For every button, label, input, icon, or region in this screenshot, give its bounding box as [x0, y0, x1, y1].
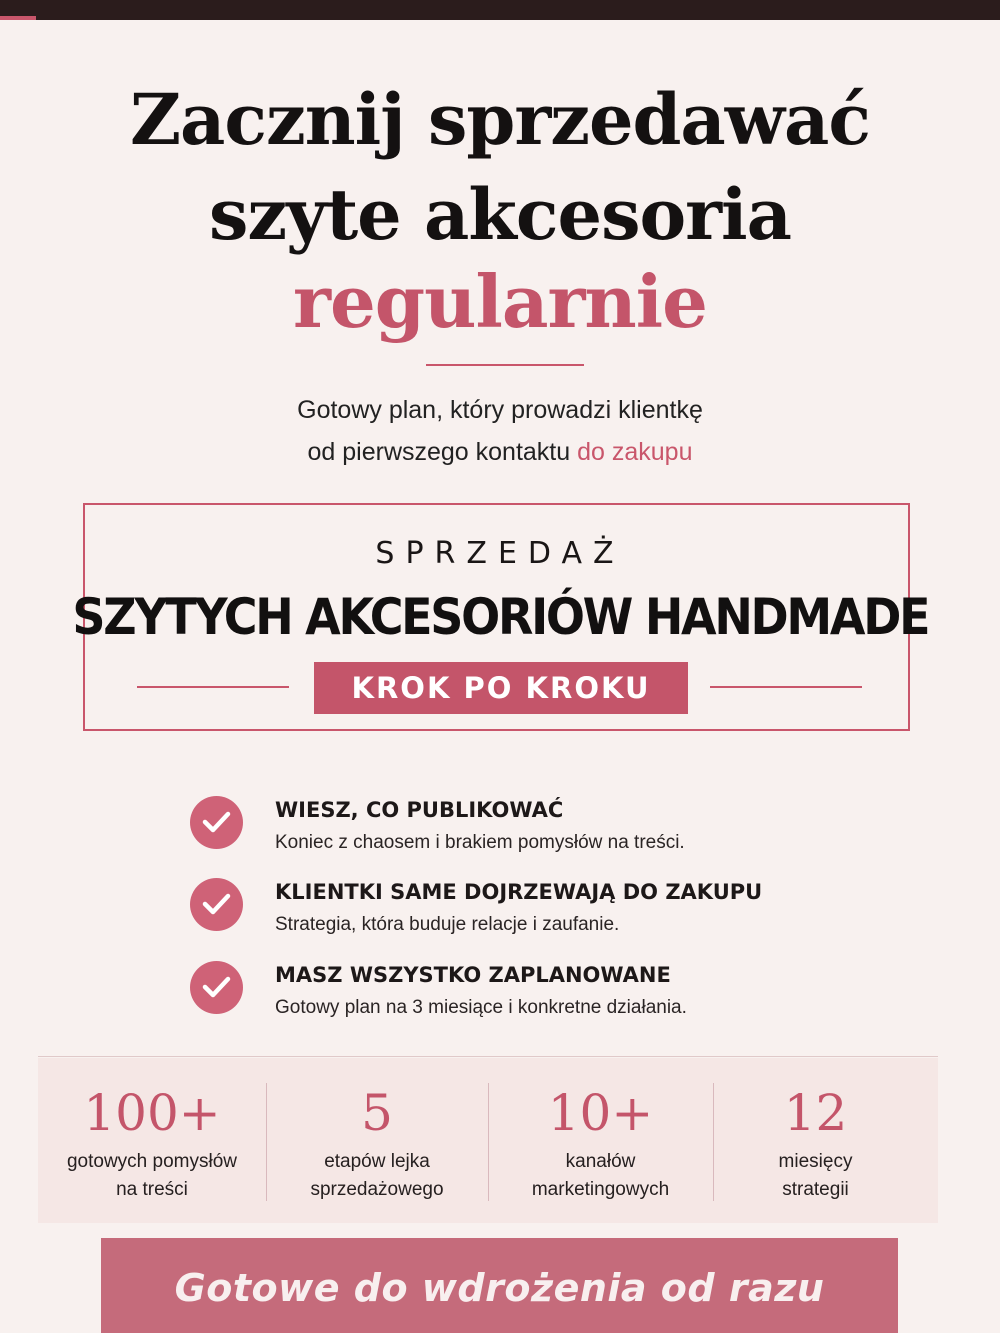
product-title: SZYTYCH AKCESORIÓW HANDMADE: [72, 588, 929, 646]
check-circle-icon: [190, 878, 243, 931]
benefit-description: Gotowy plan na 3 miesiące i konkretne działania.: [275, 997, 687, 1018]
stat-label-line-2: marketingowych: [531, 1179, 670, 1200]
subtitle-line-2-text: od pierwszego kontaktu: [307, 438, 578, 466]
stat-label-line-1: miesięcy: [778, 1151, 853, 1172]
check-circle-icon: [190, 796, 243, 849]
stat-funnel-stages: [266, 1058, 488, 1223]
stat-value: 5: [361, 1084, 393, 1142]
stat-label-line-1: gotowych pomysłów: [66, 1151, 238, 1172]
headline-divider: [426, 364, 584, 366]
benefit-title: MASZ WSZYSTKO ZAPLANOWANE: [275, 963, 671, 987]
benefit-title: KLIENTKI SAME DOJRZEWAJĄ DO ZAKUPU: [275, 880, 763, 904]
check-circle-icon: [190, 961, 243, 1014]
stat-marketing-channels: [488, 1058, 713, 1223]
stat-content-ideas: [38, 1058, 266, 1223]
stat-label: [266, 1148, 488, 1204]
headline-line-1: Zacznij sprzedawać: [129, 78, 871, 161]
step-by-step-badge: KROK PO KROKU: [314, 662, 688, 714]
subtitle-line-1: Gotowy plan, który prowadzi klientkę: [297, 396, 703, 424]
stat-label-line-2: strategii: [782, 1179, 849, 1200]
headline-accent-word: regularnie: [293, 259, 707, 344]
stat-label: [488, 1148, 713, 1204]
headline-line-2: szyte akcesoria: [208, 173, 792, 256]
stat-value: 12: [783, 1084, 848, 1142]
stats-panel: [38, 1058, 938, 1223]
benefit-description: Strategia, która buduje relacje i zaufanie.: [275, 914, 620, 935]
stat-label-line-2: na treści: [116, 1179, 188, 1200]
cta-text: Gotowe do wdrożenia od razu: [174, 1266, 825, 1310]
product-kicker: SPRZEDAŻ: [375, 536, 625, 571]
badge-rule-right: [710, 686, 862, 688]
benefit-item: [190, 796, 910, 856]
benefit-item: [190, 878, 910, 938]
cta-banner[interactable]: [101, 1238, 898, 1333]
stat-label-line-2: sprzedażowego: [310, 1179, 444, 1200]
stat-strategy-months: [713, 1058, 918, 1223]
subtitle-line-2: [0, 440, 1000, 465]
benefit-title: WIESZ, CO PUBLIKOWAĆ: [275, 798, 564, 822]
stats-top-rule: [38, 1056, 938, 1057]
stat-label: [38, 1148, 266, 1204]
badge-rule-left: [137, 686, 289, 688]
top-accent-bar: [0, 16, 36, 20]
stat-label-line-1: kanałów: [565, 1151, 636, 1172]
stat-value: 10+: [547, 1084, 654, 1142]
stat-label: [713, 1148, 918, 1204]
stat-value: 100+: [83, 1084, 221, 1142]
subtitle-highlight: do zakupu: [577, 438, 693, 466]
benefit-description: Koniec z chaosem i brakiem pomysłów na treści.: [275, 832, 685, 853]
benefit-item: [190, 961, 910, 1021]
stat-label-line-1: etapów lejka: [324, 1151, 430, 1172]
